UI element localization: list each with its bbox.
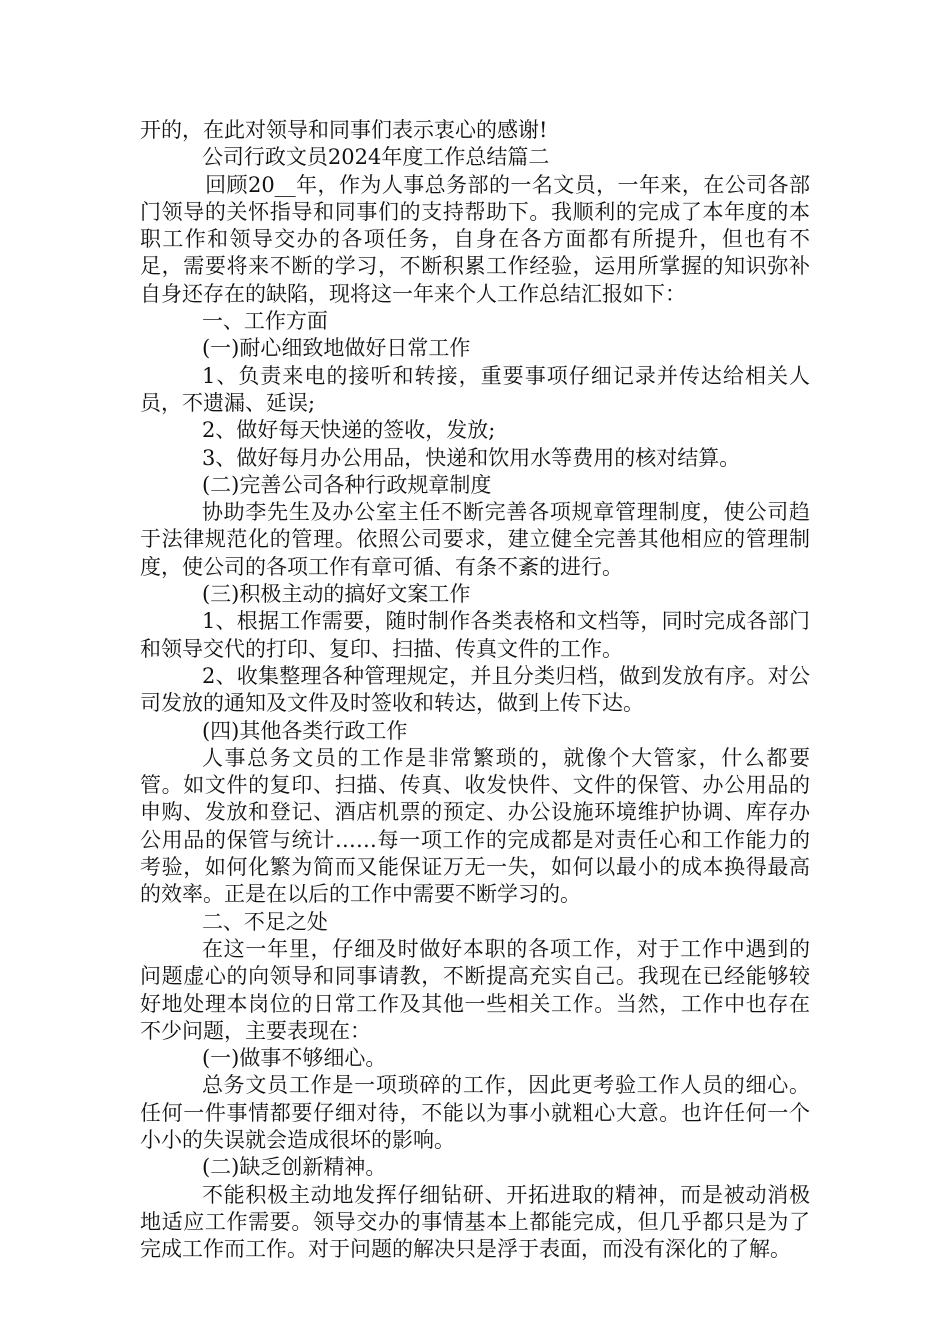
- paragraph-intro: 回顾20__年，作为人事总务部的一名文员，一年来，在公司各部门领导的关怀指导和同事们的支持帮助下。我顺利的完成了本年度的本职工作和领导交办的各项任务，自身在各方面都有所提升，但也有不足，需要将来不断的学习，不断积累工作经验，运用所掌握的知识弥补自身还存在的缺陷，现将这一年来个人工作总结汇报如下：: [140, 172, 810, 306]
- paragraph-shortcomings: 在这一年里，仔细及时做好本职的各项工作，对于工作中遇到的问题虚心的向领导和同事请教，不断提高充实自己。我现在已经能够较好地处理本岗位的日常工作及其他一些相关工作。当然，工作中也存在不少问题，主要表现在：: [140, 936, 810, 1043]
- list-item-express: 2、做好每天快递的签收，发放;: [201, 418, 496, 443]
- heading-work-aspects: 一、工作方面: [201, 309, 328, 334]
- paragraph-lack-innovation: 不能积极主动地发挥仔细钻研、开拓进取的精神，而是被动消极地适应工作需要。领导交办的事情基本上都能完成，但几乎都只是为了完成工作而工作。对于问题的解决只是浮于表面，而没有深化的了解。: [140, 1182, 810, 1262]
- list-item-supplies: 3、做好每月办公用品，快递和饮用水等费用的核对结算。: [201, 445, 741, 470]
- section-title: 公司行政文员2024年度工作总结篇二: [201, 145, 550, 170]
- list-item-forms: 1、根据工作需要，随时制作各类表格和文档等，同时完成各部门和领导交代的打印、复印、扫描、传真文件的工作。: [140, 609, 810, 661]
- list-item-phone: 1、负责来电的接听和转接，重要事项仔细记录并传达给相关人员，不遗漏、延误;: [140, 363, 810, 415]
- subheading-other-admin: (四)其他各类行政工作: [201, 718, 408, 743]
- document-body: [140, 117, 810, 1263]
- heading-shortcomings: 二、不足之处: [201, 909, 328, 934]
- subheading-documents: (三)积极主动的搞好文案工作: [201, 582, 471, 607]
- list-item-filing: 2、收集整理各种管理规定，并且分类归档，做到发放有序。对公司发放的通知及文件及时签收和转达，做到上传下达。: [140, 663, 810, 716]
- paragraph-closing-thanks: 开的，在此对领导和同事们表示衷心的感谢!: [140, 118, 548, 142]
- paragraph-regulations: 协助李先生及办公室主任不断完善各项规章管理制度，使公司趋于法律规范化的管理。依照公司要求，建立健全完善其他相应的管理制度，使公司的各项工作有章可循、有条不紊的进行。: [140, 500, 810, 579]
- subheading-regulations: (二)完善公司各种行政规章制度: [201, 472, 492, 497]
- subheading-daily-work: (一)耐心细致地做好日常工作: [201, 336, 471, 361]
- subheading-lack-innovation: (二)缺乏创新精神。: [201, 1155, 387, 1180]
- subheading-not-careful: (一)做事不够细心。: [201, 1046, 387, 1071]
- paragraph-other-admin: 人事总务文员的工作是非常繁琐的，就像个大管家，什么都要管。如文件的复印、扫描、传真、收发快件、文件的保管、办公用品的申购、发放和登记、酒店机票的预定、办公设施环境维护协调、库存办公用品的保管与统计……每一项工作的完成都是对责任心和工作能力的考验，如何化繁为简而又能保证万无一失，如何以最小的成本换得最高的效率。正是在以后的工作中需要不断学习的。: [140, 745, 810, 907]
- paragraph-not-careful: 总务文员工作是一项琐碎的工作，因此更考验工作人员的细心。任何一件事情都要仔细对待，不能以为事小就粗心大意。也许任何一个小小的失误就会造成很坏的影响。: [140, 1073, 810, 1152]
